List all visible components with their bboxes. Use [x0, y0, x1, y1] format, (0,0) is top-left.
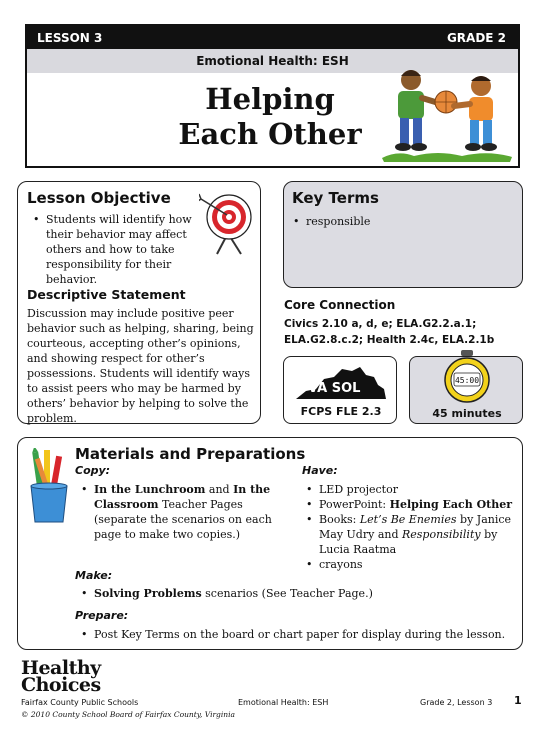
logo-line-1: Healthy: [21, 657, 101, 679]
footer-org: Fairfax County Public Schools: [21, 698, 139, 707]
book-author-1: by Janice May Udry and: [319, 513, 512, 541]
key-terms-box: [283, 181, 523, 288]
footer-lesson: Grade 2, Lesson 3: [420, 698, 493, 707]
sol-label: FCPS FLE 2.3: [300, 405, 382, 418]
book-title-1: Let’s Be Enemies: [359, 513, 457, 526]
prepare-list: [78, 627, 518, 642]
target-icon: [199, 191, 257, 255]
book-author-2: by Lucia Raatma: [319, 528, 498, 556]
footer-copyright: © 2010 County School Board of Fairfax County, Virginia: [21, 710, 235, 719]
make-item: [78, 586, 508, 601]
have-list: [303, 482, 515, 572]
have-item: [303, 512, 515, 557]
sol-mark: VA SOL: [308, 381, 361, 396]
prepare-label: Prepare:: [75, 609, 129, 622]
core-connection-line-2: ELA.G2.8.c.2; Health 2.4c, ELA.2.1b: [284, 334, 495, 346]
make-label: Make:: [75, 569, 113, 582]
virginia-map-icon: [294, 363, 388, 403]
lesson-objective-box: [17, 181, 261, 424]
logo-line-2: Choices: [21, 674, 101, 696]
objective-list: [30, 212, 215, 287]
copy-item-title-1: In the Lunchroom: [94, 483, 206, 496]
copy-list: [78, 482, 288, 542]
have-item-title: Helping Each Other: [389, 498, 513, 511]
prepare-item: • Post Key Terms on the board or chart paper for display during the lesson.: [78, 627, 518, 642]
page-number: 1: [514, 694, 522, 707]
core-connection-heading: Core Connection: [284, 298, 396, 312]
descriptive-statement: Discussion may include positive peer behavior such as helping, sharing, being courteous, accepting other’s opinions, and showing respect for other’s possessions. Students will identify ways to assist peers who may be harmed by others’ behavior by helping to solve the problem.: [27, 307, 254, 425]
copy-item-and: and: [205, 483, 234, 496]
core-connection-text: [284, 316, 524, 348]
have-item: [303, 497, 515, 512]
page-title: [140, 82, 400, 152]
key-term-item: • responsible: [290, 214, 510, 229]
lesson-bar: [27, 26, 518, 49]
key-terms-list: [290, 214, 510, 229]
title-line-1: Helping: [205, 82, 335, 116]
objective-item: • Students will identify how their behavior may affect others and how to take responsibility for their behavior.: [30, 212, 215, 287]
duration-label: 45 minutes: [432, 407, 502, 420]
descriptive-heading: Descriptive Statement: [27, 287, 186, 302]
kids-sharing-ball-illustration: [378, 66, 516, 164]
copy-label: Copy:: [75, 464, 111, 477]
core-connection-line-1: Civics 2.10 a, d, e; ELA.G2.2.a.1;: [284, 318, 477, 330]
crayon-cup-icon: [27, 448, 71, 524]
copy-item-detail: Teacher Pages (separate the scenarios on each page to make two copies.): [94, 498, 272, 541]
grade-level: GRADE 2: [446, 31, 506, 45]
stopwatch-display: 45:00: [454, 376, 480, 385]
have-label: Have:: [302, 464, 338, 477]
copy-item: [78, 482, 288, 542]
have-item: • LED projector: [303, 482, 515, 497]
materials-heading: Materials and Preparations: [75, 445, 306, 463]
footer-strand: Emotional Health: ESH: [238, 698, 329, 707]
title-line-2: Each Other: [178, 117, 362, 151]
have-item: • crayons: [303, 557, 515, 572]
key-terms-heading: Key Terms: [292, 189, 379, 207]
make-item-title: Solving Problems: [94, 587, 202, 600]
book-title-2: Responsibility: [402, 528, 481, 541]
sol-badge: [283, 356, 397, 424]
materials-box: [17, 437, 523, 650]
make-list: [78, 586, 508, 601]
strand-label: Emotional Health: ESH: [27, 49, 518, 73]
make-item-detail: scenarios (See Teacher Page.): [201, 587, 373, 600]
time-badge: [409, 356, 523, 424]
healthy-choices-logo: [21, 657, 101, 696]
copy-item-title-2: In the Classroom: [94, 483, 271, 511]
lesson-number: LESSON 3: [37, 31, 103, 45]
stopwatch-icon: [436, 349, 498, 405]
objective-heading: Lesson Objective: [27, 189, 171, 207]
have-item-prefix: Books:: [319, 513, 360, 526]
have-item-prefix: PowerPoint:: [319, 498, 390, 511]
